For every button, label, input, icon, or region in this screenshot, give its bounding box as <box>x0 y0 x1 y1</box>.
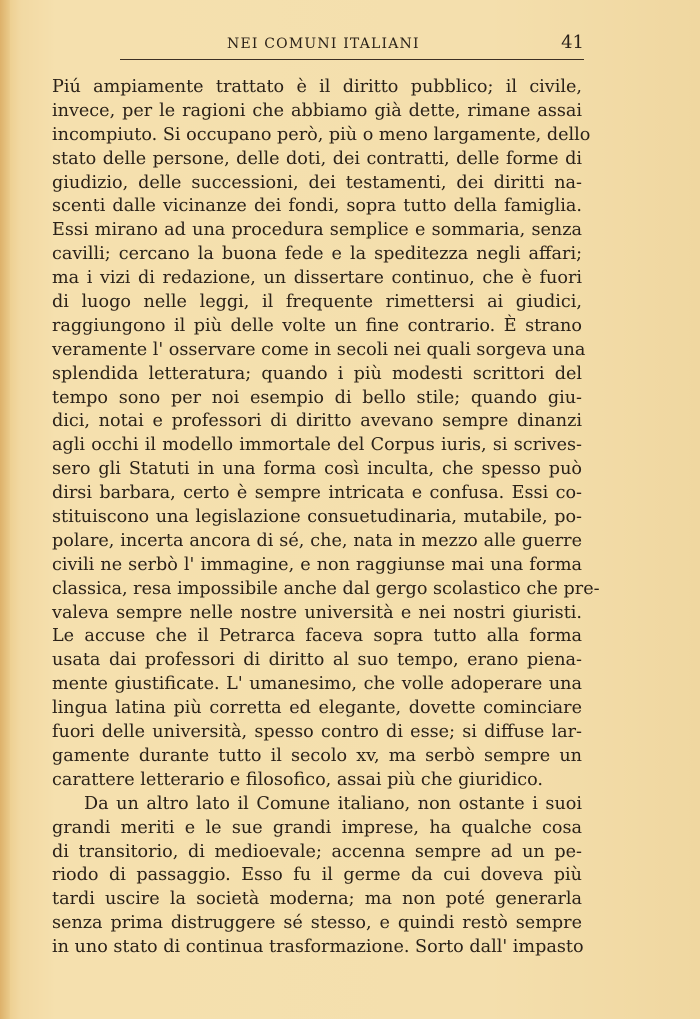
text-line: di transitorio, di medioevale; accenna sempre ad un pe- <box>52 841 582 862</box>
text-line: cavilli; cercano la buona fede e la speditezza negli affari; <box>52 244 582 265</box>
text-line: stituiscono una legislazione consuetudinaria, mutabile, po- <box>52 507 582 528</box>
body-text <box>52 76 600 960</box>
text-line: splendida letteratura; quando i più modesti scrittori del <box>52 363 582 384</box>
text-line: valeva sempre nelle nostre università e nei nostri giuristi. <box>52 602 582 623</box>
text-line: tardi uscire la società moderna; ma non poté generarla <box>52 889 582 910</box>
text-line: senza prima distruggere sé stesso, e quindi restò sempre <box>52 913 582 934</box>
text-line: in uno stato di continua trasformazione. Sorto dall' impasto <box>52 937 584 958</box>
text-line: raggiungono il più delle volte un fine contrario. È strano <box>52 315 582 336</box>
header-rule <box>120 59 584 60</box>
text-line: usata dai professori di diritto al suo tempo, erano piena- <box>52 650 582 671</box>
text-line: carattere letterario e filosofico, assai più che giuridico. <box>52 769 544 790</box>
text-line: civili ne serbò l' immagine, e non raggiunse mai una forma <box>52 554 582 575</box>
text-line: dirsi barbara, certo è sempre intricata e confusa. Essi co- <box>52 483 582 504</box>
text-line: Le accuse che il Petrarca faceva sopra tutto alla forma <box>52 626 582 647</box>
text-line: mente giustificate. L' umanesimo, che volle adoperare una <box>52 674 582 695</box>
paragraph-start-line: Da un altro lato il Comune italiano, non ostante i suoi <box>84 793 582 814</box>
running-head: NEI COMUNI ITALIANI <box>227 36 420 52</box>
text-line: classica, resa impossibile anche dal gergo scolastico che pre- <box>52 578 600 599</box>
text-line: ma i vizi di redazione, un dissertare continuo, che è fuori <box>52 268 582 289</box>
text-line: Piú ampiamente trattato è il diritto pubblico; il civile, <box>52 77 582 97</box>
text-line: fuori delle università, spesso contro di esse; si diffuse lar- <box>52 722 582 743</box>
page-number: 41 <box>561 32 584 53</box>
text-line: lingua latina più corretta ed elegante, dovette cominciare <box>52 698 582 719</box>
text-line: sero gli Statuti in una forma così inculta, che spesso può <box>52 459 582 480</box>
text-line: veramente l' osservare come in secoli nei quali sorgeva una <box>52 339 586 360</box>
text-line: invece, per le ragioni che abbiamo già dette, rimane assai <box>52 100 582 121</box>
page-edge <box>0 0 10 1019</box>
text-line: tempo sono per noi esempio di bello stile; quando giu- <box>52 387 582 408</box>
text-line: polare, incerta ancora di sé, che, nata in mezzo alle guerre <box>52 530 582 551</box>
text-line: stato delle persone, delle doti, dei contratti, delle forme di <box>52 148 582 169</box>
text-line: giudizio, delle successioni, dei testamenti, dei diritti na- <box>52 172 582 193</box>
text-line-corpus-iuris: agli occhi il modello immortale del Corpus iuris, si scrives- <box>52 435 582 456</box>
text-line: gamente durante tutto il secolo xv, ma serbò sempre un <box>52 745 582 766</box>
text-line: grandi meriti e le sue grandi imprese, ha qualche cosa <box>52 817 582 838</box>
text-line: incompiuto. Si occupano però, più o meno largamente, dello <box>52 124 591 145</box>
text-line: scenti dalle vicinanze dei fondi, sopra tutto della famiglia. <box>52 196 582 217</box>
text-line: riodo di passaggio. Esso fu il germe da cui doveva più <box>52 865 582 886</box>
text-line: dici, notai e professori di diritto avevano sempre dinanzi <box>52 411 582 432</box>
page-header <box>120 32 584 60</box>
text-line: Essi mirano ad una procedura semplice e sommaria, senza <box>52 220 582 241</box>
text-line: di luogo nelle leggi, il frequente rimettersi ai giudici, <box>52 292 582 313</box>
